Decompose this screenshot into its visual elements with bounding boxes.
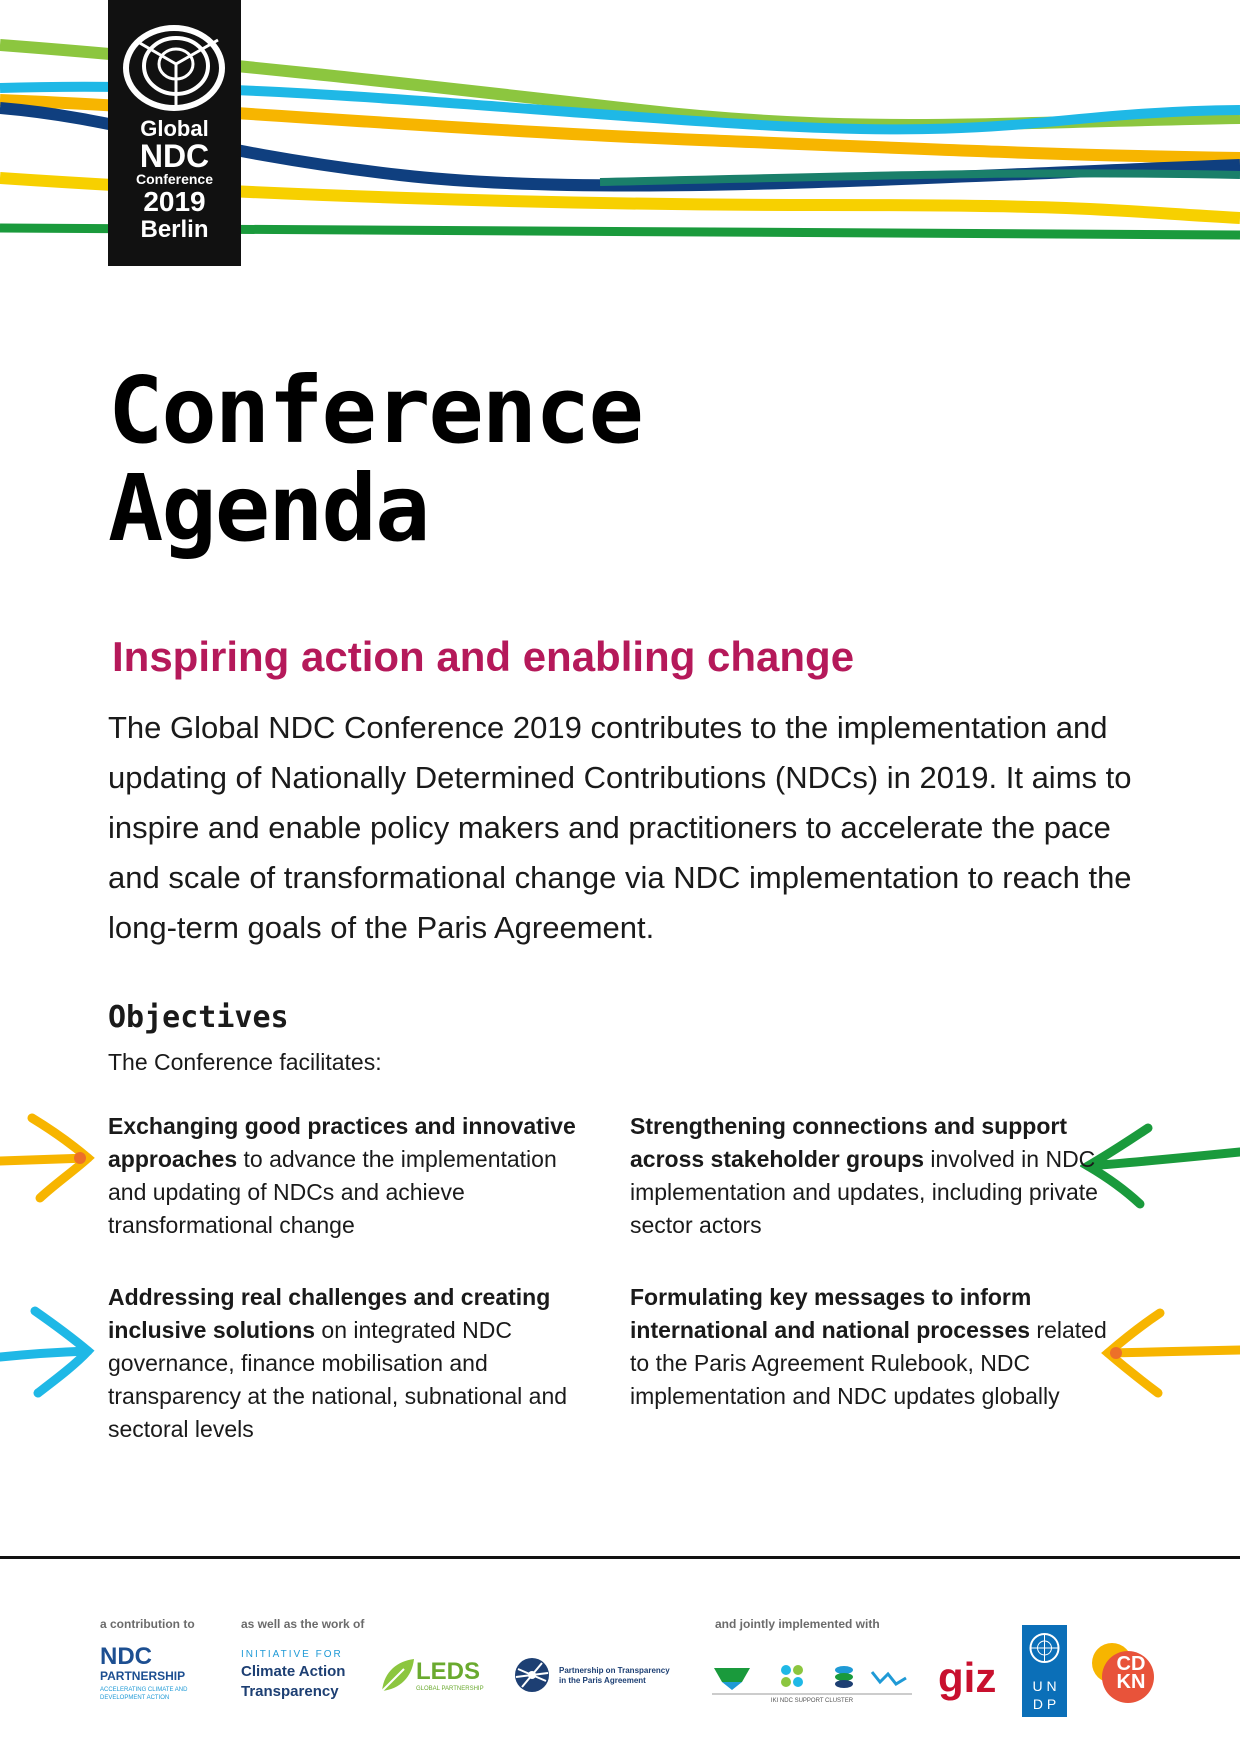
cdkn-logo[interactable] — [1084, 1637, 1156, 1709]
ict-line-3: Transparency — [241, 1683, 339, 1700]
pata-text: Partnership on Transparency in the Paris Agreement — [559, 1666, 670, 1685]
objective-item — [108, 1281, 588, 1446]
title-line-1: Conference — [108, 357, 642, 464]
pata-logo[interactable] — [512, 1655, 672, 1695]
cdkn-text-line-1: CD — [1116, 1653, 1146, 1675]
ict-logo[interactable] — [241, 1648, 371, 1702]
objective-text: related to the Paris Agreement Rulebook, NDC implementation and NDC updates globally — [630, 1317, 1107, 1409]
spiral-emblem-icon — [118, 20, 231, 115]
arrow-left-yellow-icon — [1100, 1305, 1240, 1400]
objective-lead: Formulating key messages to inform international and national processes — [630, 1284, 1032, 1343]
intro-paragraph: The Global NDC Conference 2019 contributes to the implementation and updating of Nationally Determined Contributions (NDCs) in 2019. It aims to inspire and enable policy makers and practitioners to accelerate the pace and scale of transformational change via NDC implementation to reach the long-term goals of the Paris Agreement. — [108, 710, 1132, 945]
objective-text: involved in NDC implementation and updates, including private sector actors — [630, 1146, 1098, 1238]
undp-text-line-1: U N — [1032, 1678, 1057, 1694]
leaf-icon — [380, 1655, 416, 1695]
ict-line-1: INITIATIVE FOR — [241, 1649, 343, 1660]
cdkn-text-line-2: KN — [1116, 1671, 1146, 1693]
objective-lead: Strengthening connections and support across stakeholder groups — [630, 1113, 1067, 1172]
ndc-partnership-tagline: ACCELERATING CLIMATE AND DEVELOPMENT ACTION — [100, 1687, 188, 1701]
ndc-partnership-logo[interactable] — [100, 1645, 200, 1702]
objective-text: on integrated NDC governance, finance mobilisation and transparency at the national, subnational and sectoral levels — [108, 1317, 568, 1442]
objective-item — [630, 1110, 1110, 1242]
page-subtitle: Inspiring action and enabling change — [112, 633, 855, 680]
iki-cluster-icons — [712, 1660, 912, 1696]
leds-tagline: GLOBAL PARTNERSHIP — [416, 1686, 484, 1692]
objective-lead: Exchanging good practices and innovative approaches — [108, 1113, 576, 1172]
logo-text-city: Berlin — [140, 216, 209, 243]
arrow-right-cyan-icon — [0, 1305, 100, 1400]
objectives-subheading: The Conference facilitates: — [108, 1049, 382, 1075]
globe-network-icon — [512, 1655, 552, 1695]
objective-lead: Addressing real challenges and creating inclusive solutions — [108, 1284, 551, 1343]
footer-work-label: as well as the work of — [241, 1617, 365, 1631]
footer-jointly-label: and jointly implemented with — [715, 1617, 880, 1631]
undp-text — [1022, 1677, 1067, 1713]
leds-logo[interactable] — [380, 1655, 490, 1705]
leds-name: LEDS — [416, 1658, 481, 1685]
logo-text-ndc: NDC — [139, 138, 210, 174]
un-emblem-icon — [1022, 1625, 1067, 1671]
page-title — [108, 357, 1008, 562]
title-line-2: Agenda — [108, 455, 429, 562]
ndc-partnership-name2: PARTNERSHIP — [100, 1669, 186, 1683]
undp-text-line-2: D P — [1032, 1696, 1057, 1712]
objectives-heading: Objectives — [108, 1000, 289, 1035]
logo-text-conference: Conference — [135, 171, 214, 187]
arrow-right-yellow-icon — [0, 1112, 100, 1204]
objective-item — [108, 1110, 588, 1242]
undp-logo[interactable] — [1022, 1625, 1067, 1717]
footer-divider — [0, 1556, 1240, 1559]
logo-text-year: 2019 — [143, 186, 206, 217]
footer-contribution-label: a contribution to — [100, 1617, 195, 1631]
cdkn-text — [1108, 1655, 1154, 1691]
conference-logo — [108, 0, 241, 266]
ndc-partnership-name: NDC — [100, 1643, 152, 1670]
objective-item — [630, 1281, 1110, 1413]
iki-text: IKI NDC SUPPORT CLUSTER — [770, 1698, 854, 1704]
iki-support-cluster-logo[interactable] — [712, 1660, 912, 1710]
objective-text: to advance the implementation and updating of NDCs and achieve transformational change — [108, 1146, 557, 1238]
ict-line-2: Climate Action — [241, 1663, 346, 1680]
logo-text-global: Global — [140, 116, 209, 141]
giz-logo[interactable]: giz — [938, 1654, 997, 1701]
